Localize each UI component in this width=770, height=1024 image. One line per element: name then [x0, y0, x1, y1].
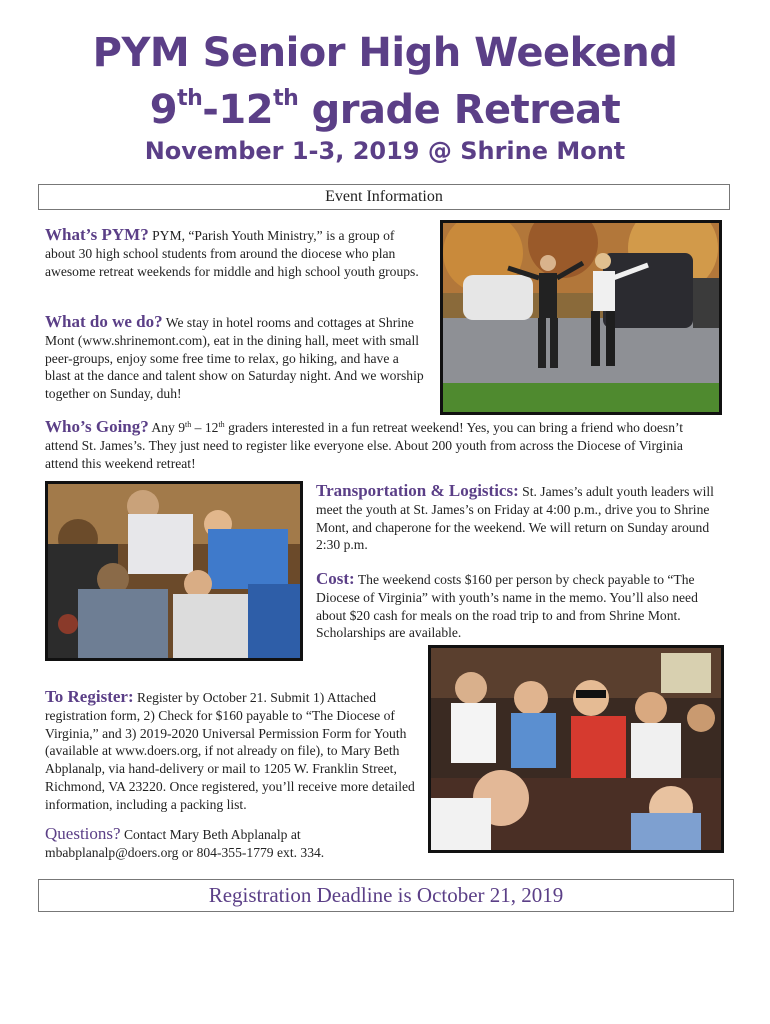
heading-questions: Questions?	[45, 824, 121, 843]
body-whos-going-b: – 12	[191, 420, 219, 435]
grade-line	[0, 86, 770, 133]
registration-deadline-box: Registration Deadline is October 21, 2019	[38, 879, 734, 912]
heading-what-do-we-do: What do we do?	[45, 312, 163, 331]
heading-transportation: Transportation & Logistics:	[316, 481, 519, 500]
section-questions	[45, 825, 415, 862]
heading-cost: Cost:	[316, 569, 355, 588]
section-whats-pym	[45, 226, 425, 280]
body-whos-going-c: graders interested in a fun retreat weekend! Yes, you can bring a friend who doesn’t attend St. James’s. They just need to register like everyone else. About 200 youth from across the Diocese of Virginia attend this weekend retreat!	[45, 420, 684, 471]
flyer-title: PYM Senior High Weekend	[92, 30, 678, 76]
sup-th-1: th	[185, 420, 192, 429]
section-transportation	[316, 482, 726, 554]
photo1-image	[443, 223, 719, 412]
body-what-do-we-do: We stay in hotel rooms and cottages at Shrine Mont (www.shrinemont.com), eat in the dining hall, meet with small peer-groups, enjoy some free time to relax, go hiking, and have a blast at the dance and talent show on Saturday night. And we worship together on Sunday, duh!	[45, 315, 424, 402]
photo-dance-party	[428, 645, 724, 853]
heading-whos-going: Who’s Going?	[45, 417, 149, 436]
section-what-do-we-do	[45, 313, 425, 403]
body-transportation: St. James’s adult youth leaders will meet the youth at St. James’s on Friday at 4:00 p.m., drive you to Shrine Mont, and chaperone for the weekend. We will return on Sunday around 2:30 p.m.	[316, 484, 714, 553]
body-to-register: Register by October 21. Submit 1) Attached registration form, 2) Check for $160 payable to “The Diocese of Virginia,” and 3) 2019-2020 Universal Permission Form for Youth (available at www.doers.org, if not already on file), to Mary Beth Abplanalp, via hand-delivery or mail to 1205 W. Franklin Street, Richmond, VA 23220. Once registered, you’ll receive more detailed information, including a packing list.	[45, 690, 415, 812]
body-whats-pym: PYM, “Parish Youth Ministry,” is a group of about 30 high school students from around the diocese who plan awesome retreat weekends for middle and high school youth groups.	[45, 228, 419, 279]
grade-sup-2: th	[273, 86, 299, 111]
grade-sup-1: th	[177, 86, 203, 111]
date-location-subtitle: November 1-3, 2019 @ Shrine Mont	[144, 137, 626, 165]
grade-end: -12	[202, 87, 274, 133]
retreat-text: grade Retreat	[298, 87, 621, 133]
grade-start: 9	[149, 87, 178, 133]
heading-to-register: To Register:	[45, 687, 134, 706]
event-information-box: Event Information	[38, 184, 730, 210]
photo-two-youth-parking-lot	[440, 220, 722, 415]
body-cost: The weekend costs $160 per person by check payable to “The Diocese of Virginia” with youth’s name in the memo. You’ll also need about $20 cash for meals on the road trip to and from Shrine Mont. Scholarships are available.	[316, 572, 698, 641]
sup-th-2: th	[218, 420, 225, 429]
body-whos-going-a: Any 9	[148, 420, 186, 435]
section-to-register	[45, 688, 415, 814]
section-whos-going	[45, 416, 685, 472]
heading-whats-pym: What’s PYM?	[45, 225, 149, 244]
photo-youth-group-huddle	[45, 481, 303, 661]
photo3-image	[431, 648, 721, 850]
photo2-image	[48, 484, 300, 658]
section-cost	[316, 570, 726, 642]
body-questions: Contact Mary Beth Abplanalp at mbabplanalp@doers.org or 804-355-1779 ext. 334.	[45, 827, 325, 860]
